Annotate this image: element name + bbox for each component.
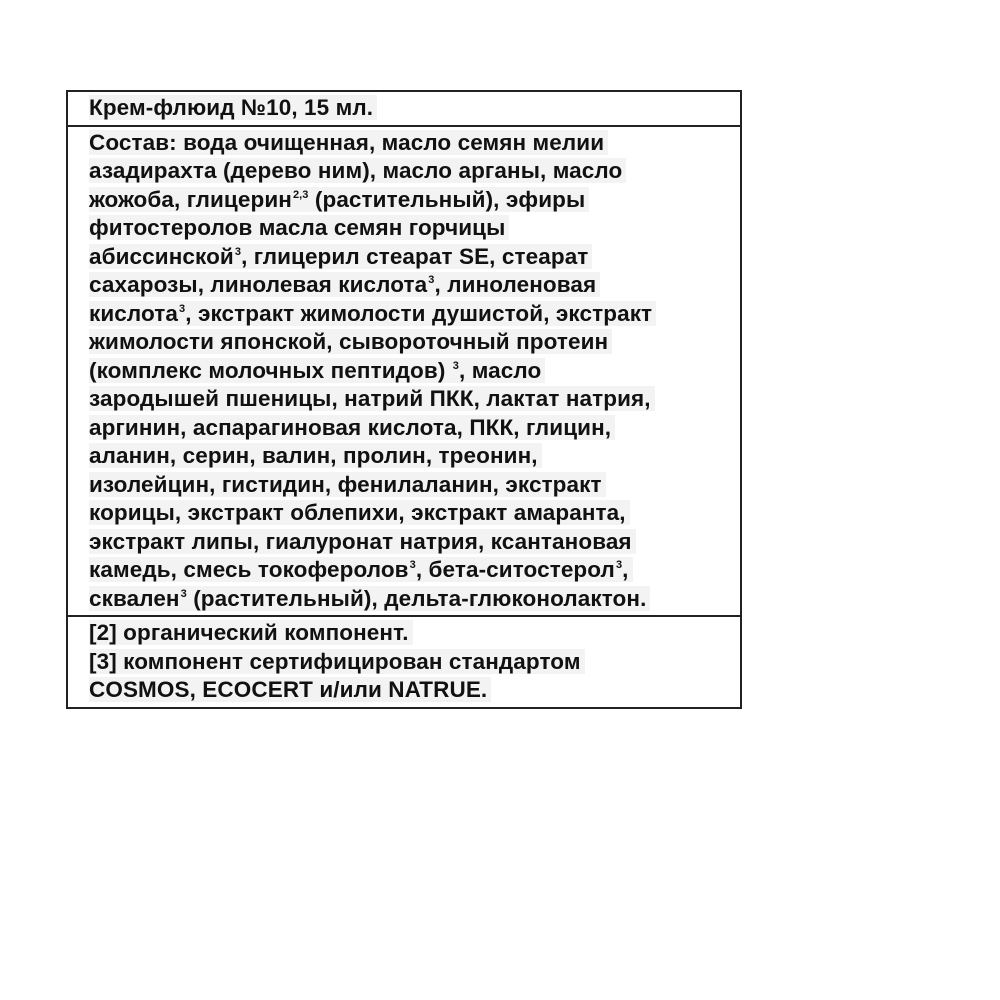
composition-line: [89, 585, 732, 614]
composition-line-text: [89, 386, 655, 411]
composition-line: [89, 385, 732, 414]
text-run: [2] органический компонент.: [89, 620, 409, 645]
composition-line-text: [89, 244, 592, 269]
text-run: , линоленовая: [434, 272, 597, 297]
text-run: жожоба, глицерин: [89, 186, 292, 212]
composition-line: [89, 414, 732, 443]
footnote-marker: 2,3: [292, 188, 309, 201]
composition-line: [89, 129, 732, 158]
text-run: корицы, экстракт облепихи, экстракт амаранта,: [89, 500, 626, 525]
text-run: жимолости японской, сывороточный протеин: [89, 329, 609, 354]
composition-line-text: [89, 415, 615, 440]
composition-line-text: [89, 215, 509, 240]
text-run: изолейцин, гистидин, фенилаланин, экстракт: [89, 471, 602, 497]
composition-line-text: [89, 329, 612, 354]
composition-line: [89, 328, 732, 357]
footnote-line-text: [89, 620, 413, 645]
footnote-line-text: [89, 649, 585, 674]
composition-line: [89, 357, 732, 386]
text-run: сахарозы, линолевая кислота: [89, 272, 428, 297]
composition-cell: [68, 125, 740, 616]
footnote-marker: 3: [179, 302, 186, 315]
footnote-marker: 3: [180, 587, 187, 600]
composition-line-text: [89, 557, 633, 582]
footnote-marker: 3: [615, 559, 623, 571]
composition-line: [89, 157, 732, 186]
text-run: (комплекс молочных пептидов): [89, 357, 452, 383]
text-run: кислота: [89, 300, 179, 326]
footnote-line-text: [89, 677, 491, 702]
text-run: фитостеролов масла семян горчицы: [89, 215, 506, 240]
title-cell: [68, 92, 740, 125]
product-title: Крем-флюид №10, 15 мл.: [89, 94, 732, 123]
composition-line-text: [89, 472, 606, 497]
text-run: зародышей пшеницы, натрий ПКК, лактат натрия,: [89, 386, 651, 411]
text-run: аргинин, аспарагиновая кислота, ПКК, глицин,: [89, 414, 612, 440]
footnote-marker: 3: [428, 274, 435, 286]
composition-line: [89, 186, 732, 215]
composition-line-text: [89, 301, 656, 326]
footnote-line: [89, 648, 732, 677]
footnote-marker: 3: [452, 359, 459, 372]
text-run: [3] компонент сертифицирован стандартом: [89, 648, 581, 674]
footnote-line: [89, 619, 732, 648]
text-run: ,: [622, 557, 629, 582]
composition-line: [89, 499, 732, 528]
text-run: аланин, серин, валин, пролин, треонин,: [89, 443, 538, 468]
text-run: сквален: [89, 585, 180, 611]
composition-line: [89, 556, 732, 585]
composition-line-text: [89, 586, 650, 611]
footnote-line: [89, 676, 732, 705]
text-run: камедь, смесь токоферолов: [89, 557, 409, 582]
composition-line-text: [89, 358, 545, 383]
text-run: Состав: вода очищенная, масло семян мелии: [89, 129, 605, 155]
text-run: , бета-ситостерол: [415, 557, 615, 582]
composition-line-text: [89, 272, 600, 297]
composition-line: [89, 442, 732, 471]
composition-line-text: [89, 187, 589, 212]
footnotes-cell: [68, 615, 740, 707]
text-run: (растительный), эфиры: [308, 186, 586, 212]
composition-line: [89, 214, 732, 243]
composition-line: [89, 243, 732, 272]
footnote-marker: 3: [409, 559, 416, 571]
text-run: , масло: [459, 357, 542, 383]
composition-line-text: [89, 130, 608, 155]
composition-line: [89, 300, 732, 329]
composition-line: [89, 528, 732, 557]
text-run: абиссинской: [89, 243, 234, 269]
text-run: COSMOS, ECOCERT и/или NATRUE.: [89, 677, 488, 702]
text-run: экстракт липы, гиалуронат натрия, ксантановая: [89, 528, 632, 554]
text-run: , глицерил стеарат SE, стеарат: [241, 243, 589, 269]
text-run: (растительный), дельта-глюконолактон.: [186, 585, 647, 611]
text-run: , экстракт жимолости душистой, экстракт: [185, 300, 653, 326]
composition-line: [89, 471, 732, 500]
composition-line-text: [89, 443, 542, 468]
footnote-marker: 3: [234, 245, 242, 258]
composition-line-text: [89, 500, 630, 525]
text-run: азадирахта (дерево ним), масло арганы, масло: [89, 158, 623, 183]
composition-line: [89, 271, 732, 300]
composition-line-text: [89, 158, 626, 183]
composition-line-text: [89, 529, 636, 554]
ingredients-table: [66, 90, 742, 709]
